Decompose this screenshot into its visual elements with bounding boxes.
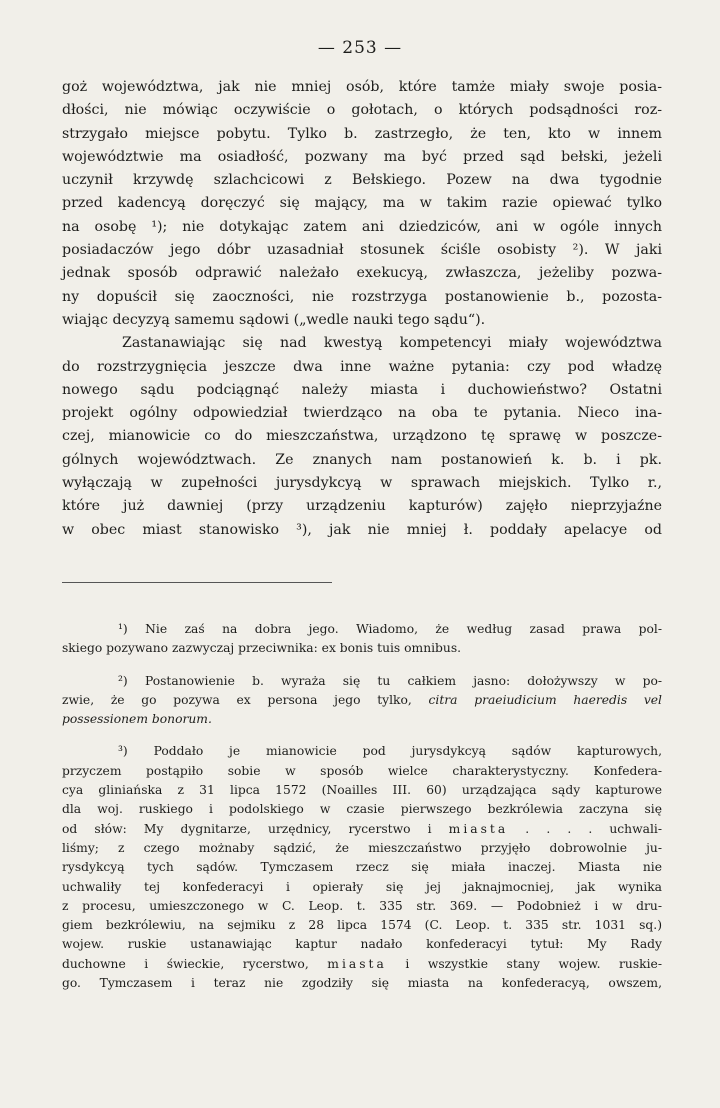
footnote-marker: ³) [118, 744, 128, 759]
footnote-line: go. Tymczasem i teraz nie zgodziły się miasta na konfederacyą, owszem, [62, 976, 662, 991]
text-line: dłości, nie mówiąc oczywiście o gołotach, o których podsądności roz- [62, 102, 662, 119]
footnote-text: Postanowienie b. wyraża się tu całkiem jasno: dołożywszy w po- [144, 673, 662, 688]
footnote-line [62, 742, 662, 761]
footnote-line [62, 691, 662, 710]
footnote-text: Nie zaś na dobra jego. Wiadomo, że według zasad prawa pol- [145, 622, 662, 636]
text-line: uczynił krzywdę szlachcicowi z Bełskiego. Pozew na dwa tygodnie [62, 172, 662, 189]
text-line: które już dawniej (przy urządzeniu kapturów) zajęło nieprzyjaźne [62, 498, 662, 515]
latin-phrase: citra praeiudicium haeredis vel [428, 692, 662, 707]
text-line: przed kadencyą doręczyć się mający, ma w takim razie opiewać tylko [62, 195, 662, 212]
text-line: Zastanawiając się nad kwestyą kompetencyi miały województwa [122, 335, 662, 352]
paragraph-1 [62, 76, 662, 332]
text-line: goż województwa, jak nie mniej osób, które tamże miały swoje posia- [62, 79, 662, 95]
text-line: nowego sądu podciągnąć należy miasta i duchowieństwo? Ostatni [62, 381, 662, 398]
footnote-line [62, 820, 662, 839]
text-line: wyłączają w zupełności jurysdykcyą w sprawach miejskich. Tylko r., [62, 475, 662, 492]
footnote-line: wojew. ruskie ustanawiając kaptur nadało konfederacyi tytuł: My Rady [62, 937, 662, 952]
footnote-line: skiego pozywano zazwyczaj przeciwnika: ex bonis tuis omnibus. [62, 641, 462, 656]
text-line: czej, mianowicie co do mieszczaństwa, urządzono tę sprawę w poszcze- [62, 428, 662, 445]
text-line: strzygało miejsce pobytu. Tylko b. zastrzegło, że ten, kto w innem [62, 125, 662, 142]
footnote-marker: ¹) [118, 622, 128, 636]
text-line: województwie ma osiadłość, pozwany ma być przed sąd bełski, jeżeli [62, 148, 662, 165]
footnote-2 [62, 672, 662, 730]
footnote-marker: ²) [118, 673, 128, 688]
footnote-line: cya gliniańska z 31 lipca 1572 (Noailles III. 60) urządzająca sądy kapturowe [62, 783, 662, 798]
footnote-line [62, 672, 662, 691]
footnote-text: duchowne i świeckie, rycerstwo, [62, 956, 309, 971]
text-line: gólnych województwach. Ze znanych nam postanowień k. b. i pk. [62, 451, 662, 468]
footnote-1 [62, 620, 662, 659]
footnote-line: giem bezkrólewiu, na sejmiku z 28 lipca 1574 (C. Leop. t. 335 str. 1031 sq.) [62, 918, 662, 933]
text-line: na osobę ¹); nie dotykając zatem ani dziedziców, ani w ogóle innych [62, 218, 662, 235]
text-line: posiadaczów jego dóbr uzasadniał stosunek ściśle osobisty ²). W jaki [62, 242, 662, 259]
footnotes [62, 620, 662, 1006]
footnote-line [62, 710, 662, 729]
spaced-word: miasta [448, 821, 509, 836]
text-line: projekt ogólny odpowiedział twierdząco na oba te pytania. Nieco ina- [62, 405, 662, 422]
footnote-text: i wszystkie stany wojew. ruskie- [405, 956, 662, 971]
footnote-3 [62, 742, 662, 993]
text-line: ny dopuścił się zaoczności, nie rozstrzyga postanowienie b., pozosta- [62, 288, 662, 305]
footnote-line [62, 955, 662, 974]
footnote-line: dla woj. ruskiego i podolskiego w czasie pierwszego bezkrólewia zaczyna się [62, 802, 662, 817]
paragraph-2 [62, 332, 662, 542]
footnote-line: liśmy; z czego możnaby sądzić, że mieszczaństwo przyjęło dobrowolnie ju- [62, 840, 662, 855]
spaced-word: miasta [327, 956, 387, 971]
footnote-text: Poddało je mianowicie pod jurysdykcyą sądów kapturowych, [153, 744, 662, 759]
page-number: — 253 — [317, 38, 403, 58]
footnote-line: uchwaliły tej konfederacyi i opierały się jej jaknajmocniej, jak wynika [62, 879, 662, 894]
text-line: w obec miast stanowisko ³), jak nie mniej ł. poddały apelacye od [62, 521, 662, 538]
text-line: jednak sposób odprawić należało exekucyą, zwłaszcza, jeżeliby pozwa- [62, 265, 662, 282]
footnote-line: z procesu, umieszczonego w C. Leop. t. 335 str. 369. — Podobnież i w dru- [62, 898, 662, 913]
footnote-divider [62, 582, 332, 583]
footnote-text: . . . . uchwali- [525, 821, 662, 836]
footnote-line: rysdykcyą tych sądów. Tymczasem rzecz się miała inaczej. Miasta nie [62, 860, 662, 875]
footnote-text: zwie, że go pozywa ex persona jego tylko, [62, 692, 412, 707]
text-line: do rozstrzygnięcia jeszcze dwa inne ważne pytania: czy pod władzę [62, 358, 662, 375]
footnote-line [62, 620, 662, 639]
text-line: wiając decyzyą samemu sądowi („wedle nauki tego sądu“). [62, 311, 486, 328]
main-text [62, 76, 662, 542]
footnote-line: przyczem postąpiło sobie w sposób wielce charakterystyczny. Konfedera- [62, 763, 662, 778]
footnote-text: od słów: My dygnitarze, urzędnicy, rycerstwo i [62, 821, 432, 836]
latin-phrase: possessionem bonorum. [62, 712, 212, 727]
